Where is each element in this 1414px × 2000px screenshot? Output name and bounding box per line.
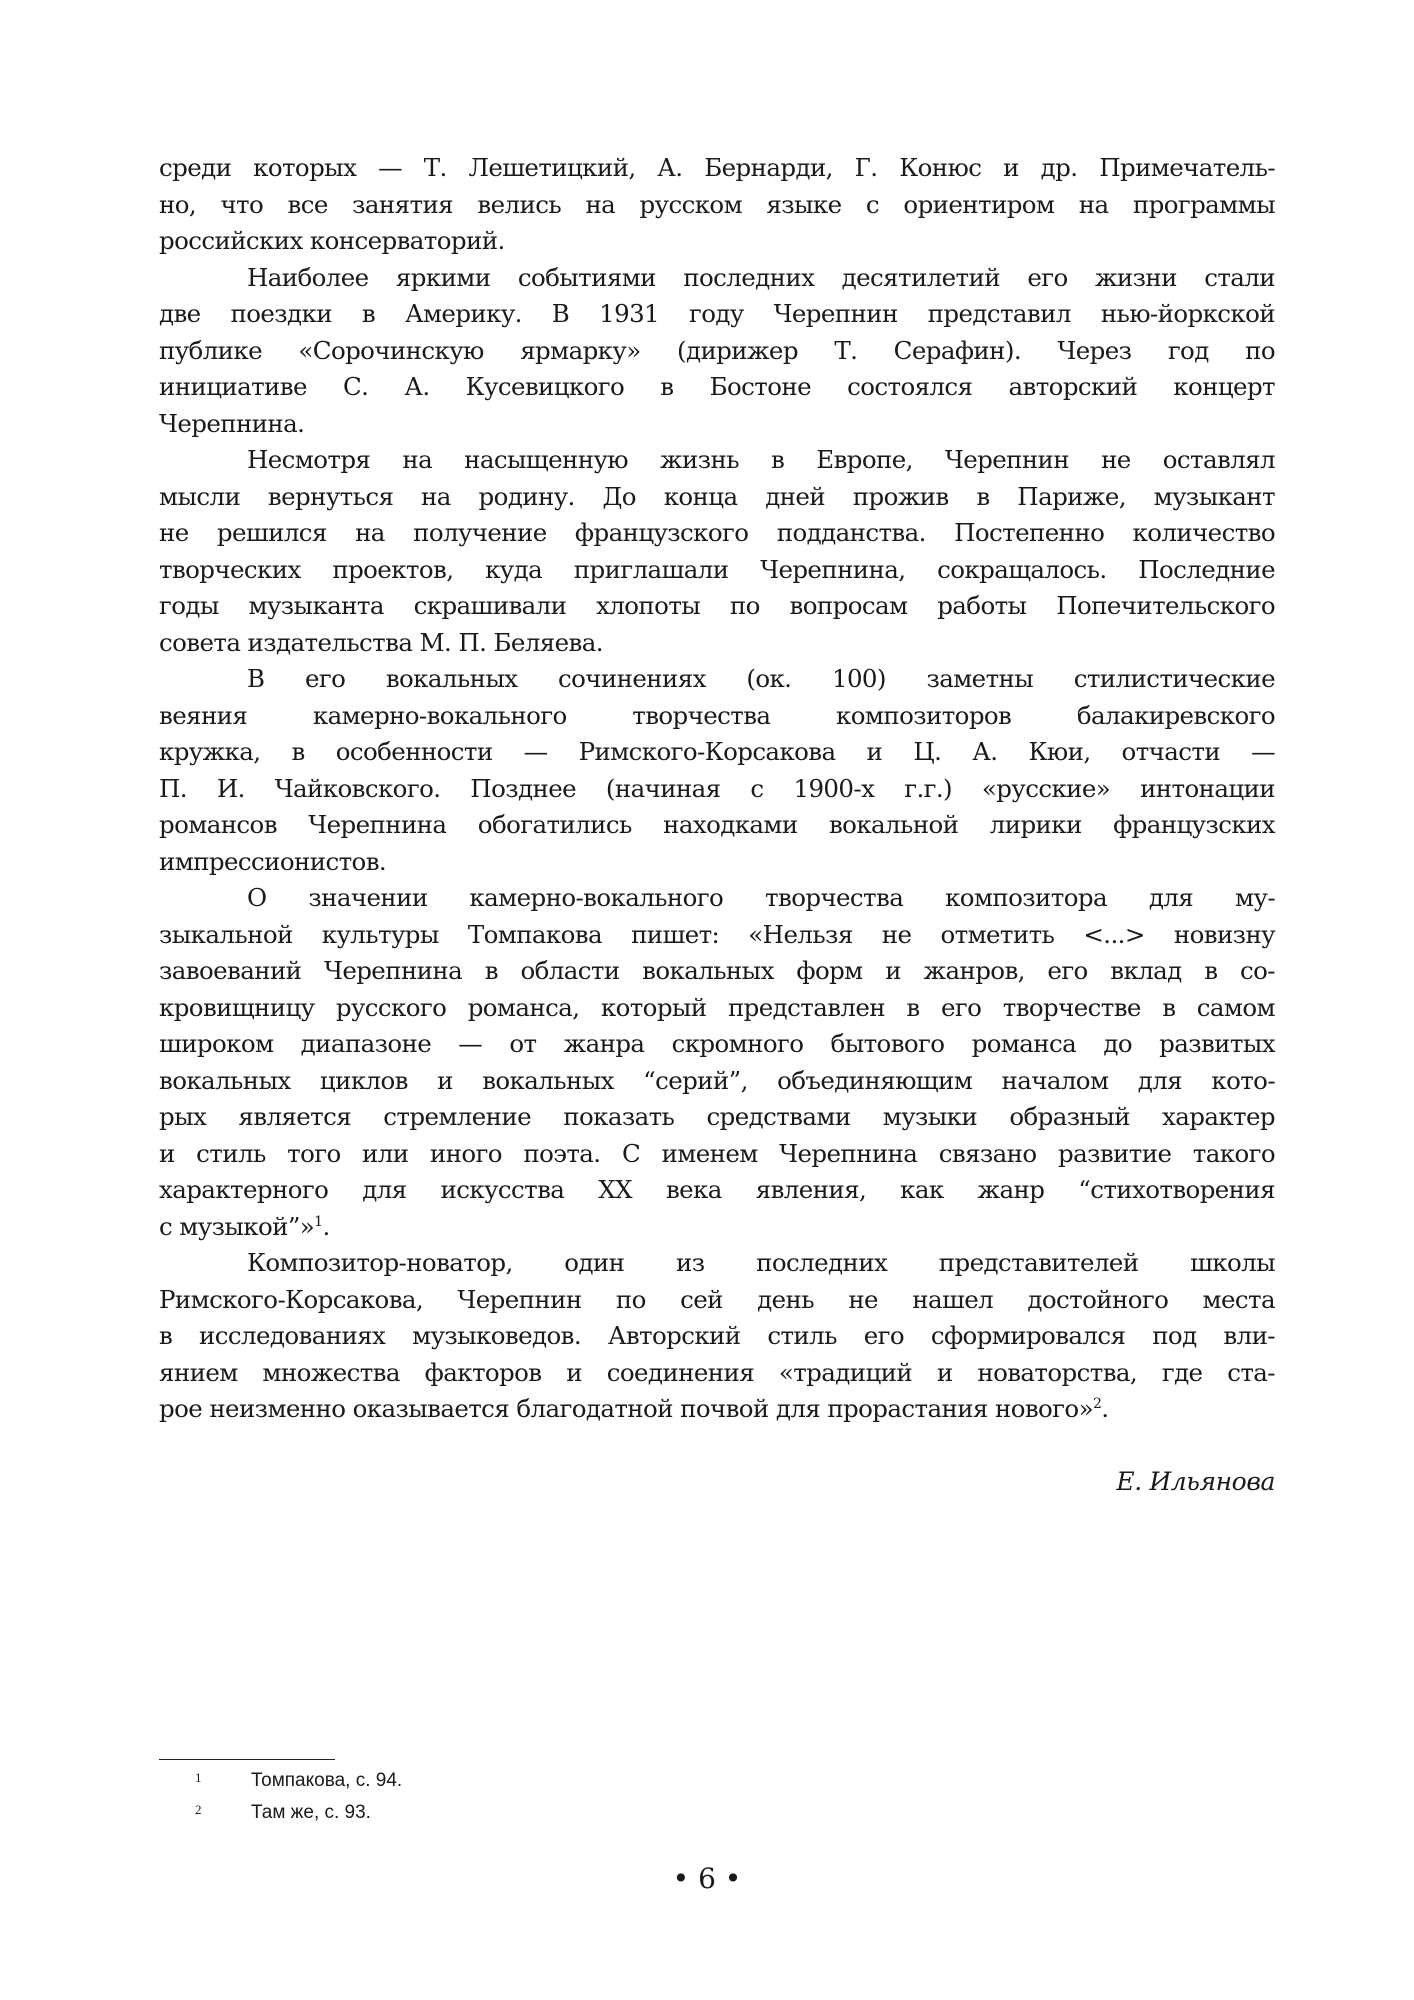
text-line: импрессионистов.: [159, 846, 387, 876]
text-line: годы музыканта скрашивали хлопоты по вопросам работы Попечительского: [159, 591, 1275, 620]
text-line: Несмотря на насыщенную жизнь в Европе, Черепнин не оставлял: [247, 445, 1275, 474]
text-line: Наиболее яркими событиями последних десятилетий его жизни стали: [247, 262, 1275, 292]
text-line: но, что все занятия велись на русском языке с ориентиром на программы: [159, 189, 1275, 219]
footnote-number: 1: [195, 1770, 202, 1785]
text-line: О значении камерно-вокального творчества композитора для му-: [247, 883, 1275, 912]
footnote-text: Томпакова, с. 94.: [251, 1770, 403, 1791]
text-line: завоеваний Черепнина в области вокальных форм и жанров, его вклад в со-: [159, 956, 1275, 985]
text-line: и стиль того или иного поэта. С именем Черепнина связано развитие такого: [159, 1138, 1275, 1168]
footnote-ref[interactable]: 1: [314, 1213, 323, 1230]
text-line: широком диапазоне — от жанра скромного бытового романса до развитых: [159, 1029, 1275, 1058]
text-line: Композитор-новатор, один из последних представителей школы: [247, 1248, 1275, 1277]
text-line: романсов Черепнина обогатились находками вокальной лирики французских: [159, 810, 1275, 839]
page-number: • 6 •: [672, 1862, 742, 1895]
text-line: российских консерваторий.: [159, 226, 505, 255]
footnote-number: 2: [195, 1802, 202, 1817]
text-line: в исследованиях музыковедов. Авторский стиль его сформировался под вли-: [159, 1321, 1275, 1350]
text-line: творческих проектов, куда приглашали Черепнина, сокращалось. Последние: [159, 554, 1275, 584]
text-line: Римского-Корсакова, Черепнин по сей день не нашел достойного места: [159, 1284, 1275, 1314]
footnote-separator: [159, 1759, 335, 1760]
text-line: кровищницу русского романса, который представлен в его творчестве в самом: [159, 992, 1275, 1022]
text-line: П. И. Чайковского. Позднее (начиная с 1900-х г.г.) «русские» интонации: [159, 773, 1275, 803]
paragraph: [159, 150, 1275, 260]
text-line: рое неизменно оказывается благодатной почвой для прорастания нового»$^2$.: [159, 1394, 1109, 1423]
body-text: [159, 150, 1275, 1428]
author-signature: Е. Ильянова: [1116, 1467, 1275, 1496]
paragraph: [159, 880, 1275, 1245]
text-line: янием множества факторов и соединения «традиций и новаторства, где ста-: [159, 1357, 1275, 1387]
footnote-text: Там же, с. 93.: [251, 1802, 371, 1823]
text-line: инициативе С. А. Кусевицкого в Бостоне состоялся авторский концерт: [159, 372, 1275, 401]
footnote: [195, 1770, 402, 1792]
text-line: среди которых — Т. Лешетицкий, А. Бернарди, Г. Конюс и др. Примечатель-: [159, 153, 1275, 182]
text-line: мысли вернуться на родину. До конца дней прожив в Париже, музыкант: [159, 481, 1275, 511]
footnote-ref[interactable]: 2: [1092, 1395, 1102, 1412]
text-line: В его вокальных сочинениях (ок. 100) заметны стилистические: [247, 664, 1275, 693]
text-line: совета издательства М. П. Беляева.: [159, 627, 603, 657]
paragraph: [159, 661, 1275, 880]
text-line: вокальных циклов и вокальных “серий”, объединяющим началом для кото-: [159, 1065, 1275, 1095]
text-line: рых является стремление показать средствами музыки образный характер: [159, 1102, 1275, 1131]
text-line: Черепнина.: [159, 408, 305, 438]
text-line: с музыкой”»$^1$.: [159, 1211, 330, 1241]
text-line: две поездки в Америку. В 1931 году Черепнин представил нью-йоркской: [159, 299, 1275, 328]
text-line: публике «Сорочинскую ярмарку» (дирижер Т. Серафин). Через год по: [159, 335, 1275, 365]
paragraph: [159, 442, 1275, 661]
text-line: не решился на получение французского подданства. Постепенно количество: [159, 518, 1275, 547]
text-line: характерного для искусства XX века явления, как жанр “стихотворения: [159, 1175, 1275, 1204]
text-line: зыкальной культуры Томпакова пишет: «Нельзя не отметить <...> новизну: [159, 919, 1275, 949]
paragraph: [159, 1245, 1275, 1428]
text-line: кружка, в особенности — Римского-Корсакова и Ц. А. Кюи, отчасти —: [159, 737, 1275, 766]
paragraph: [159, 260, 1275, 443]
footnote: [195, 1802, 371, 1824]
text-line: веяния камерно-вокального творчества композиторов балакиревского: [159, 700, 1275, 730]
